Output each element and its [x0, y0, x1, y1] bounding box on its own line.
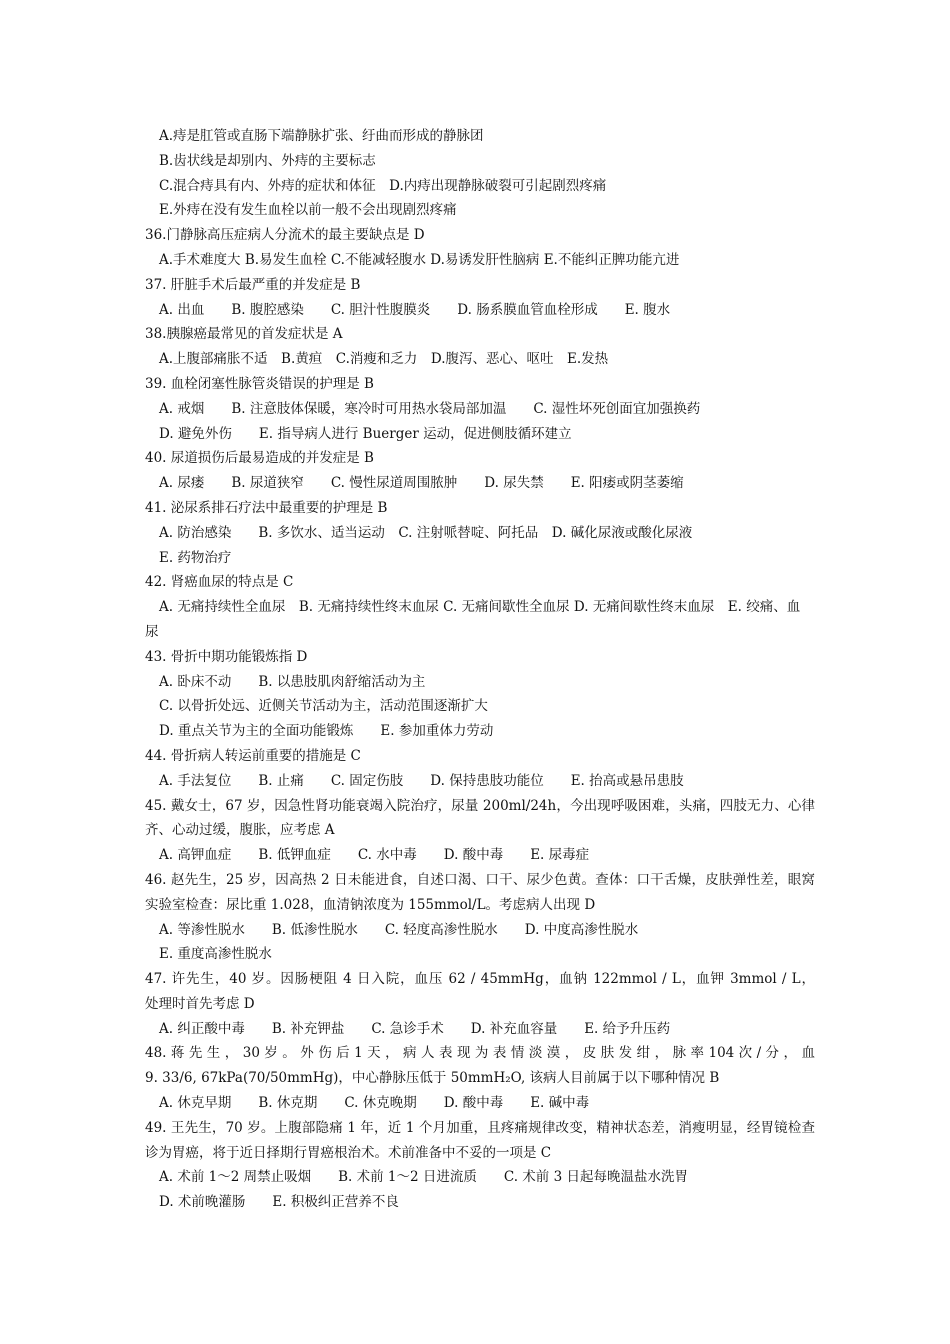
text-line: A. 手法复位 B. 止痛 C. 固定伤肢 D. 保持患肢功能位 E. 抬高或悬吊患肢 [159, 772, 684, 789]
text-line: A. 戒烟 B. 注意肢体保暖，寒冷时可用热水袋局部加温 C. 湿性坏死创面宜加强换药 [159, 400, 701, 417]
text-line: A. 卧床不动 B. 以患肢肌肉舒缩活动为主 [159, 673, 426, 690]
text-line: 9. 33/6, 67kPa(70/50mmHg)，中心静脉压低于 50mmH₂O, 该病人目前属于以下哪种情况 B [145, 1070, 720, 1087]
text-line: B.齿状线是却别内、外痔的主要标志 [159, 152, 376, 169]
text-line: D. 术前晚灌肠 E. 积极纠正营养不良 [159, 1194, 399, 1211]
text-line: E. 重度高渗性脱水 [159, 946, 272, 963]
text-line: 实验室检查：尿比重 1.028，血清钠浓度为 155mmol/L。考虑病人出现 D [145, 896, 596, 913]
text-line: 诊为胃癌，将于近日择期行胃癌根治术。术前准备中不妥的一项是 C [145, 1144, 552, 1161]
text-line: 49. 王先生，70 岁。上腹部隐痛 1 年，近 1 个月加重，且疼痛规律改变，精神状态差，消瘦明显，经胃镜检查 [145, 1119, 815, 1136]
text-line: A. 等渗性脱水 B. 低渗性脱水 C. 轻度高渗性脱水 D. 中度高渗性脱水 [159, 921, 639, 938]
text-line: 43. 骨折中期功能锻炼指 D [145, 648, 308, 665]
text-line: 37. 肝脏手术后最严重的并发症是 B [145, 276, 361, 293]
text-line: 46. 赵先生，25 岁，因高热 2 日未能进食，自述口渴、口干、尿少色黄。查体：口干舌燥，皮肤弹性差，眼窝 [145, 871, 815, 888]
text-line: A. 纠正酸中毒 B. 补充钾盐 C. 急诊手术 D. 补充血容量 E. 给予升压药 [159, 1020, 671, 1037]
text-line: E. 药物治疗 [159, 549, 232, 566]
text-line: D. 避免外伤 E. 指导病人进行 Buerger 运动，促进侧肢循环建立 [159, 425, 572, 442]
text-line: E.外痔在没有发生血栓以前一般不会出现剧烈疼痛 [159, 202, 457, 219]
text-line: A. 高钾血症 B. 低钾血症 C. 水中毒 D. 酸中毒 E. 尿毒症 [159, 847, 590, 864]
text-line: 42. 肾癌血尿的特点是 C [145, 574, 294, 591]
text-line: A.手术难度大 B.易发生血栓 C.不能减轻腹水 D.易诱发肝性脑病 E.不能纠正脾功能亢进 [159, 251, 680, 268]
text-line: 齐、心动过缓，腹胀，应考虑 A [145, 822, 335, 839]
text-line: A. 术前 1～2 周禁止吸烟 B. 术前 1～2 日进流质 C. 术前 3 日起每晚温盐水洗胃 [159, 1169, 688, 1186]
text-line: 39. 血栓闭塞性脉管炎错误的护理是 B [145, 375, 374, 392]
text-line: 40. 尿道损伤后最易造成的并发症是 B [145, 450, 374, 467]
text-line: 38.胰腺癌最常见的首发症状是 A [145, 326, 343, 343]
text-line: A. 无痛持续性全血尿 B. 无痛持续性终末血尿 C. 无痛间歇性全血尿 D. 无痛间歇性终末血尿 E. 绞痛、血 [159, 599, 801, 616]
text-line: C.混合痔具有内、外痔的症状和体征 D.内痔出现静脉破裂可引起剧烈疼痛 [159, 177, 607, 194]
text-line: 47. 许先生，40 岁。因肠梗阻 4 日入院，血压 62 / 45mmHg，血钠 122mmol / L，血钾 3mmol / L， [145, 971, 815, 988]
text-line: 36.门静脉高压症病人分流术的最主要缺点是 D [145, 227, 425, 244]
text-line: A.上腹部痛胀不适 B.黄疸 C.消瘦和乏力 D.腹泻、恶心、呕吐 E.发热 [159, 351, 609, 368]
question-list [145, 124, 815, 1215]
text-line: D. 重点关节为主的全面功能锻炼 E. 参加重体力劳动 [159, 723, 494, 740]
text-line: 41. 泌尿系排石疗法中最重要的护理是 B [145, 499, 388, 516]
text-line: A.痔是肛管或直肠下端静脉扩张、纡曲而形成的静脉团 [159, 128, 484, 144]
text-line: 48. 蒋 先 生 ， 30 岁 。 外 伤 后 1 天 ， 病 人 表 现 为 表 情 淡 漠 ， 皮 肤 发 绀 ， 脉 率 104 次 / 分 ， 血 [145, 1045, 815, 1062]
text-line: 尿 [145, 623, 159, 640]
text-line: A. 防治感染 B. 多饮水、适当运动 C. 注射哌替啶、阿托品 D. 碱化尿液或酸化尿液 [159, 524, 693, 541]
text-line: 45. 戴女士，67 岁，因急性肾功能衰竭入院治疗，尿量 200ml/24h，今出现呼吸困难，头痛，四肢无力、心律 [145, 797, 815, 814]
text-line: A. 休克早期 B. 休克期 C. 休克晚期 D. 酸中毒 E. 碱中毒 [159, 1095, 590, 1112]
text-line: A. 尿瘘 B. 尿道狭窄 C. 慢性尿道周围脓肿 D. 尿失禁 E. 阳痿或阴茎萎缩 [159, 475, 684, 492]
text-line: A. 出血 B. 腹腔感染 C. 胆汁性腹膜炎 D. 肠系膜血管血栓形成 E. 腹水 [159, 301, 671, 318]
text-line: 44. 骨折病人转运前重要的措施是 C [145, 747, 361, 764]
text-line: 处理时首先考虑 D [145, 995, 255, 1012]
text-line: C. 以骨折处远、近侧关节活动为主，活动范围逐渐扩大 [159, 698, 488, 715]
